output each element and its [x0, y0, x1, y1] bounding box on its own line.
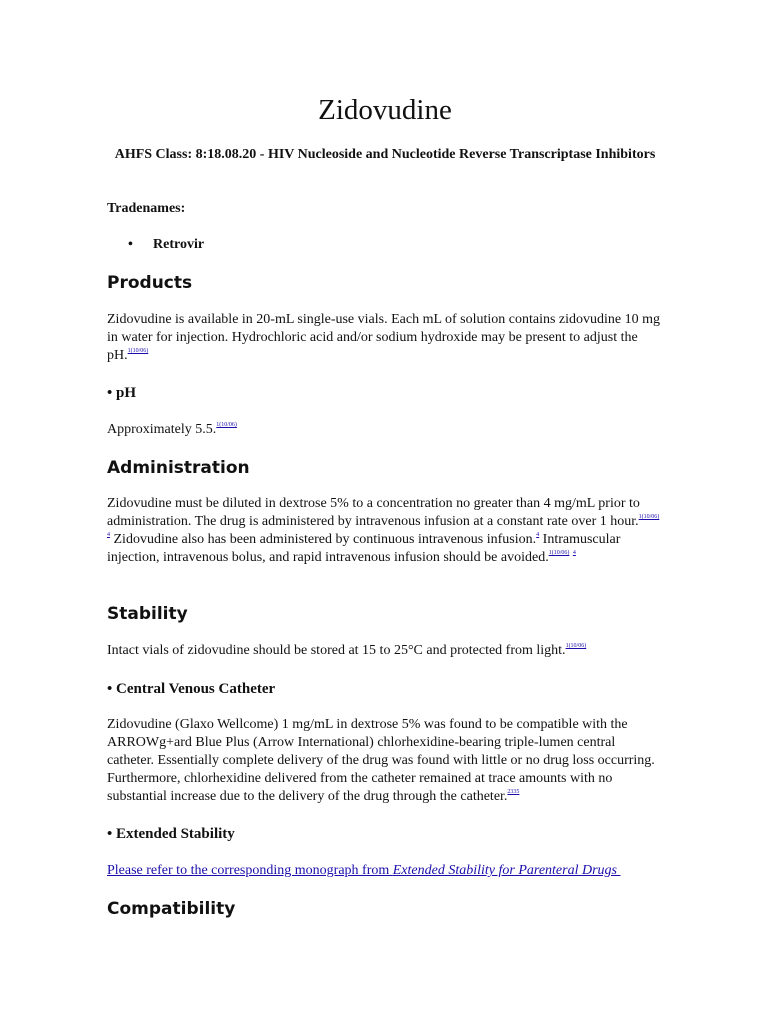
- tradename: Retrovir: [153, 237, 205, 252]
- extended-stability-link[interactable]: [107, 863, 620, 878]
- tradenames-label: Tradenames:: [107, 201, 186, 216]
- ref-anchor[interactable]: 1(10/06): [638, 514, 660, 520]
- reference-link[interactable]: [573, 550, 576, 556]
- administration-body-a: Zidovudine must be diluted in dextrose 5% to a concentration no greater than 4 mg/mL prior to administration. The drug is administered by intravenous infusion at a constant rate over 1 hour.: [107, 496, 640, 529]
- administration-body-b: Zidovudine also has been administered by continuous intravenous infusion.: [110, 532, 537, 547]
- stability-body: Intact vials of zidovudine should be stored at 15 to 25°C and protected from light.: [107, 643, 566, 658]
- products-text: [107, 311, 663, 365]
- products-body: Zidovudine is available in 20-mL single-use vials. Each mL of solution contains zidovudine 10 mg in water for injection. Hydrochloric acid and/or sodium hydroxide may be present to adjust the pH.: [107, 312, 661, 363]
- products-heading: Products: [107, 273, 193, 293]
- bullet-icon: •: [128, 237, 133, 252]
- ph-body: Approximately 5.5.: [107, 422, 217, 437]
- stability-text: [107, 642, 663, 660]
- cvc-heading: • Central Venous Catheter: [107, 681, 276, 697]
- reference-link[interactable]: [128, 348, 149, 354]
- extended-stability-text: [107, 862, 663, 880]
- page-title: Zidovudine: [318, 94, 452, 126]
- ref-anchor[interactable]: 1(10/06): [127, 348, 149, 354]
- link-italic-text: Extended Stability for Parenteral Drugs: [392, 863, 617, 878]
- link-text: Please refer to the corresponding monograph from: [107, 863, 393, 878]
- compatibility-heading: Compatibility: [107, 899, 236, 919]
- reference-link[interactable]: [507, 789, 519, 795]
- ref-anchor[interactable]: 2335: [507, 789, 520, 795]
- ref-anchor[interactable]: 1(10/06): [216, 422, 237, 428]
- reference-link[interactable]: [566, 643, 587, 649]
- administration-body-c: Intramuscular injection, intravenous bolus, and rapid intravenous infusion should be avoided.: [107, 532, 621, 565]
- ref-anchor[interactable]: 4: [107, 532, 110, 538]
- link-trailing-space: [617, 863, 621, 878]
- cvc-body: Zidovudine (Glaxo Wellcome) 1 mg/mL in dextrose 5% was found to be compatible with the ARROWg+ard Blue Plus (Arrow International) chlorhexidine-bearing triple-lumen central catheter. Essentially complete delivery of the drug was found with little or no drug loss occurring. Furthermore, chlorhexidine delivered from the catheter remained at trace amounts with no substantial increase due to the delivery of the drug through the catheter.: [107, 717, 655, 804]
- ref-anchor[interactable]: 1(10/06): [548, 550, 570, 556]
- extended-stability-heading: • Extended Stability: [107, 826, 235, 842]
- reference-link[interactable]: [549, 550, 570, 556]
- stability-heading: Stability: [107, 604, 188, 624]
- reference-link[interactable]: [639, 514, 660, 520]
- ref-anchor[interactable]: 4: [572, 550, 576, 556]
- cvc-text: [107, 716, 663, 806]
- administration-text: [107, 495, 663, 567]
- list-item: [107, 236, 204, 253]
- reference-link[interactable]: [216, 422, 237, 428]
- administration-heading: Administration: [107, 458, 250, 478]
- tradenames-list: [107, 236, 204, 253]
- ph-heading: • pH: [107, 385, 137, 401]
- ph-text: [107, 421, 663, 439]
- ref-anchor[interactable]: 1(10/06): [565, 643, 587, 649]
- ref-anchor[interactable]: 4: [536, 532, 540, 538]
- ahfs-class: AHFS Class: 8:18.08.20 - HIV Nucleoside and Nucleotide Reverse Transcriptase Inhibitors: [114, 147, 656, 162]
